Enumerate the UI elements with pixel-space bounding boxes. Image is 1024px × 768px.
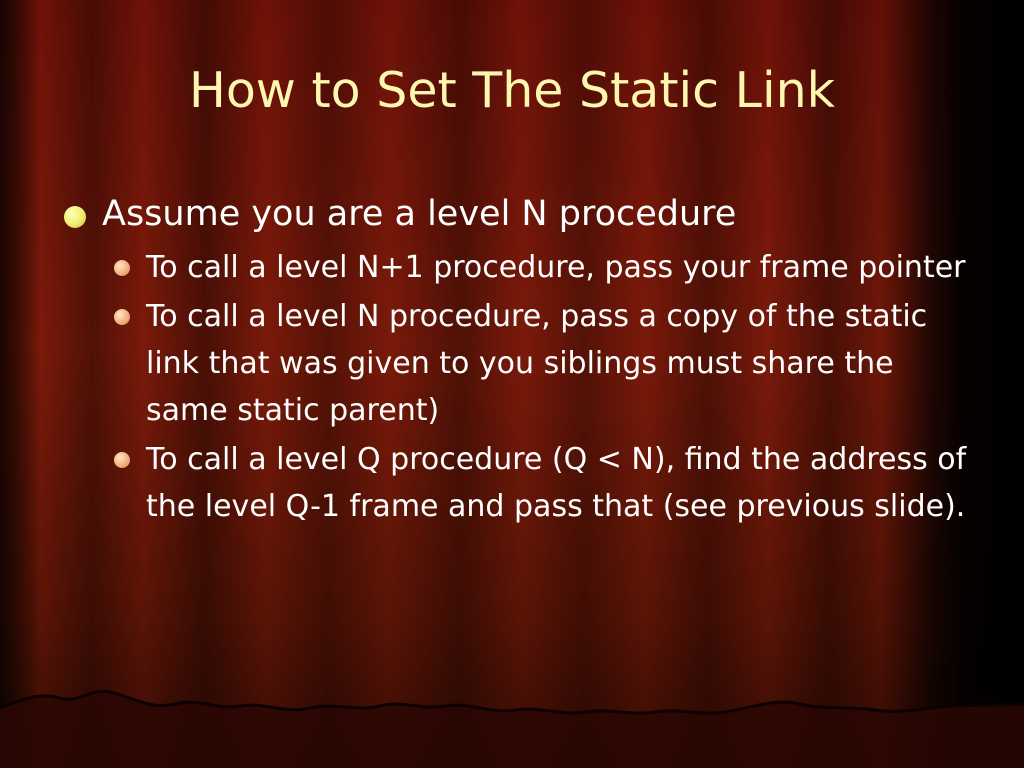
sub-bullet-text: To call a level Q procedure (Q < N), find the address of the level Q-1 frame and pass that (see previous slide). xyxy=(146,442,967,524)
sub-bullet-text: To call a level N+1 procedure, pass your frame pointer xyxy=(146,250,966,285)
sub-bullet-item xyxy=(108,293,968,434)
round-orange-bullet-icon xyxy=(114,452,130,468)
round-yellow-bullet-icon xyxy=(64,206,86,228)
bullet-item xyxy=(62,190,982,238)
sub-bullet-item xyxy=(108,244,968,291)
bullet-text: Assume you are a level N procedure xyxy=(102,194,737,234)
curtain-hem-decoration xyxy=(0,670,1024,768)
round-orange-bullet-icon xyxy=(114,309,130,325)
round-orange-bullet-icon xyxy=(114,260,130,276)
sub-bullet-list xyxy=(108,244,968,530)
sub-bullet-item xyxy=(108,436,968,530)
slide-body xyxy=(62,190,982,532)
sub-bullet-text: To call a level N procedure, pass a copy of the static link that was given to you siblings must share the same static parent) xyxy=(146,299,928,428)
slide-title: How to Set The Static Link xyxy=(188,62,836,119)
